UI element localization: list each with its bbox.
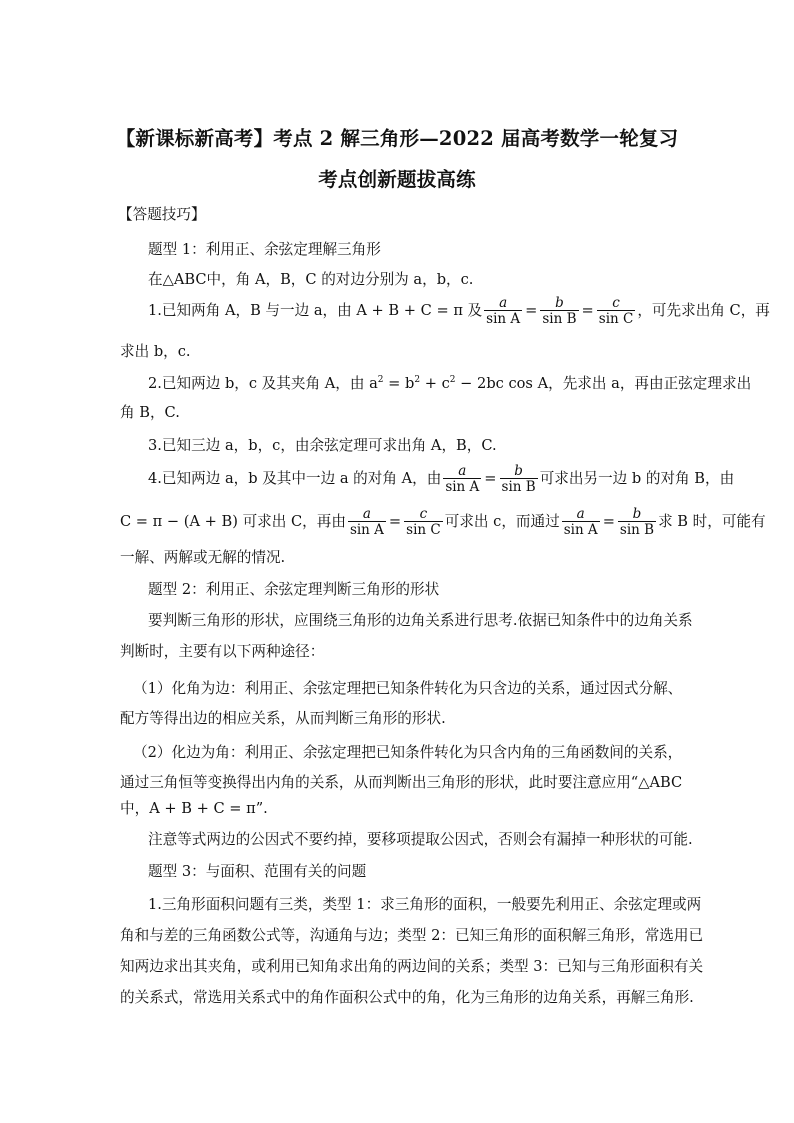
text-segment: − 2bc cos A，先求出 a，再由正弦定理求出 [455, 375, 752, 392]
fraction-c-over-sinC [404, 507, 443, 537]
frac-den: sin A [563, 522, 598, 539]
text-segment: = b [383, 375, 415, 392]
text-segment: 4.已知两边 a，b 及其中一边 a 的对角 A，由 [148, 470, 442, 488]
type1-item4-line1: 4.已知两边 a，b 及其中一边 a 的对角 A，由 $\frac{a}{\text{sin A}}$ = $\frac{b}{\text{sin B}}$ 可求出另一边 b 的对角 B，由 [148, 463, 735, 496]
type2-note: 注意等式两边的公因式不要约掉，要移项提取公因式，否则会有漏掉一种形状的可能. [148, 831, 693, 848]
frac-den: sin B [501, 479, 536, 496]
type2-para-line1: 要判断三角形的形状，应围绕三角形的边角关系进行思考.依据已知条件中的边角关系 [148, 612, 693, 629]
fraction-a-over-sinA [443, 464, 481, 494]
fraction-a-over-sinA [562, 507, 600, 537]
frac-num: a [499, 295, 508, 311]
type1-item1-line1: 1.已知两角 A，B 与一边 a，由 A + B + C = π 及 $\frac{a}{\text{sin A}}$ = $\frac{b}{\text{sin B}}$ = $\frac{c}{\text{sin C}}$ ，可先求出角 C，再 [148, 295, 770, 328]
type1-item3: 3.已知三边 a，b，c，由余弦定理可求出角 A，B，C. [148, 437, 497, 454]
type1-item4-line2: C = π − (A + B) 可求出 C，再由 $\frac{a}{\text{sin A}}$ = $\frac{c}{\text{sin C}}$ 可求出 c，而通过 $\frac{a}{\text{sin A}}$ = $\frac{b}{\text{sin B}}$ 求 B 时，可能有 [120, 506, 766, 539]
type3-line4: 的关系式，常选用关系式中的角作面积公式中的角，化为三角形的边角关系，再解三角形. [120, 989, 694, 1006]
text-segment: 2.已知两边 b，c 及其夹角 A，由 a [148, 375, 378, 392]
text-segment: 求 B 时，可能有 [658, 513, 766, 531]
text-segment: C = π − (A + B) 可求出 C，再由 [120, 513, 346, 531]
type1-item1-line2: 求出 b，c. [120, 343, 191, 360]
type2-way2-line3: 中，A + B + C = π”. [120, 800, 268, 817]
type3-line2: 角和与差的三角函数公式等，沟通角与边；类型 2：已知三角形的面积解三角形，常选用已 [120, 927, 704, 944]
fraction-b-over-sinB [618, 507, 656, 537]
frac-den: sin A [486, 311, 521, 328]
frac-den: sin C [406, 522, 441, 539]
frac-num: b [555, 295, 564, 311]
type3-line3: 知两边求出其夹角，或利用已知角求出角的两边间的关系；类型 3：已知与三角形面积有关 [120, 958, 704, 975]
frac-num: a [576, 506, 585, 522]
document-subtitle: 考点创新题拔高练 [318, 168, 476, 191]
type1-intro: 在△ABC中，角 A，B，C 的对边分别为 a，b，c. [148, 271, 474, 288]
text-segment: 可求出另一边 b 的对角 B，由 [539, 470, 735, 488]
type3-heading: 题型 3：与面积、范围有关的问题 [148, 863, 367, 880]
frac-den: sin C [598, 311, 634, 328]
type1-item2-line1: 2.已知两边 b，c 及其夹角 A，由 $a^2 = b^2 + c^2 - 2bc$ cos A，先求出 a，再由正弦定理求出 [148, 375, 752, 392]
frac-num: c [419, 506, 428, 522]
type2-way1-line2: 配方等得出边的相应关系，从而判断三角形的形状. [120, 710, 446, 727]
document-title: 【新课标新高考】考点 2 解三角形—2022 届高考数学一轮复习 [115, 127, 679, 150]
type2-way2-line2: 通过三角恒等变换得出内角的关系，从而判断出三角形的形状，此时要注意应用“△ABC [120, 774, 683, 791]
frac-num: b [632, 506, 642, 522]
fraction-a-over-sinA [348, 507, 386, 537]
text-segment: + c [420, 375, 450, 392]
frac-den: sin A [445, 479, 480, 496]
frac-num: a [362, 506, 371, 522]
frac-num: b [514, 463, 523, 479]
type2-para-line2: 判断时，主要有以下两种途径： [120, 643, 325, 660]
text-segment: 可求出 c，而通过 [444, 513, 560, 531]
type1-item2-line2: 角 B，C. [120, 404, 180, 421]
frac-num: a [458, 463, 467, 479]
fraction-b-over-sinB [540, 296, 578, 326]
type1-item4-line3: 一解、两解或无解的情况. [120, 549, 286, 566]
type1-heading: 题型 1：利用正、余弦定理解三角形 [148, 241, 381, 258]
text-segment: ，可先求出角 C，再 [637, 302, 770, 320]
fraction-b-over-sinB [500, 464, 538, 494]
section-header: 【答题技巧】 [118, 206, 206, 223]
type2-way1-line1: （1）化角为边：利用正、余弦定理把已知条件转化为只含边的关系，通过因式分解、 [133, 680, 683, 697]
frac-num: c [612, 295, 620, 311]
fraction-c-over-sinC [597, 296, 636, 326]
fraction-a-over-sinA [484, 296, 522, 326]
frac-den: sin B [542, 311, 577, 328]
frac-den: sin B [619, 522, 655, 539]
text-segment: 1.已知两角 A，B 与一边 a，由 A + B + C = π 及 [148, 302, 483, 320]
type2-way2-line1: （2）化边为角：利用正、余弦定理把已知条件转化为只含内角的三角函数间的关系， [133, 744, 683, 761]
type3-line1: 1.三角形面积问题有三类，类型 1：求三角形的面积，一般要先利用正、余弦定理或两 [148, 896, 702, 913]
type2-heading: 题型 2：利用正、余弦定理判断三角形的形状 [148, 581, 440, 598]
frac-den: sin A [349, 522, 384, 539]
